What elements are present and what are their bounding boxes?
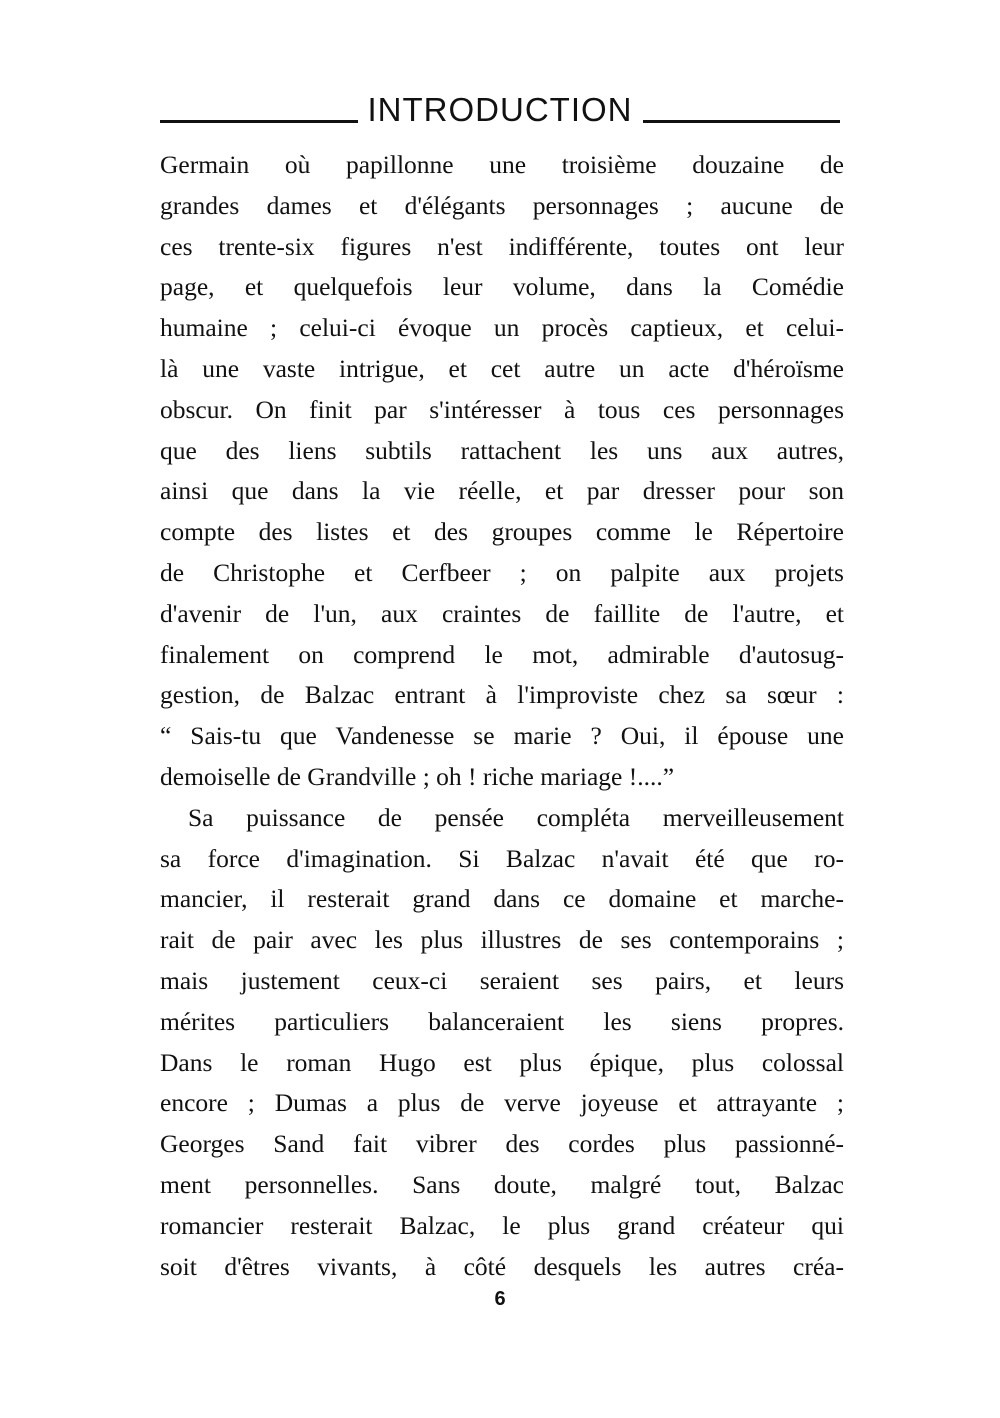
running-header xyxy=(160,88,840,132)
paragraph xyxy=(160,798,844,1288)
text-line: encore ; Dumas a plus de verve joyeuse et attrayante ; xyxy=(160,1088,844,1118)
text-line: là une vaste intrigue, et cet autre un acte d'héroïsme xyxy=(160,353,844,383)
text-line: d'avenir de l'un, aux craintes de faillite de l'autre, et xyxy=(160,598,844,628)
text-line: rait de pair avec les plus illustres de ses contemporains ; xyxy=(160,925,844,955)
running-title: INTRODUCTION xyxy=(367,91,633,128)
text-line: finalement on comprend le mot, admirable d'autosug- xyxy=(160,639,844,669)
header-rule-right xyxy=(643,120,841,123)
text-line: romancier resterait Balzac, le plus grand créateur qui xyxy=(160,1210,844,1240)
text-line: Dans le roman Hugo est plus épique, plus colossal xyxy=(160,1047,844,1077)
text-line: humaine ; celui-ci évoque un procès captieux, et celui- xyxy=(160,313,844,343)
text-line: obscur. On finit par s'intéresser à tous ces personnages xyxy=(160,394,844,424)
text-line: “ Sais-tu que Vandenesse se marie ? Oui, il épouse une xyxy=(160,721,844,751)
text-line: ainsi que dans la vie réelle, et par dresser pour son xyxy=(160,476,844,506)
text-line: de Christophe et Cerfbeer ; on palpite aux projets xyxy=(160,557,844,587)
text-line: ces trente-six figures n'est indifférente, toutes ont leur xyxy=(160,231,844,261)
text-line: demoiselle de Grandville ; oh ! riche mariage !....” xyxy=(160,761,675,791)
text-line: mérites particuliers balanceraient les siens propres. xyxy=(160,1006,844,1036)
text-line: mancier, il resterait grand dans ce domaine et marche- xyxy=(160,884,844,914)
text-line: compte des listes et des groupes comme le Répertoire xyxy=(160,517,844,547)
paragraph xyxy=(160,145,844,798)
text-line: grandes dames et d'élégants personnages ; aucune de xyxy=(160,190,844,220)
text-line: Germain où papillonne une troisième douzaine de xyxy=(160,150,844,179)
text-line: soit d'êtres vivants, à côté desquels les autres créa- xyxy=(160,1251,844,1281)
body-text xyxy=(160,145,844,1287)
text-line: Sa puissance de pensée compléta merveilleusement xyxy=(188,802,844,832)
text-line: Georges Sand fait vibrer des cordes plus passionné- xyxy=(160,1129,844,1159)
text-line: que des liens subtils rattachent les uns aux autres, xyxy=(160,435,844,465)
text-line: sa force d'imagination. Si Balzac n'avait été que ro- xyxy=(160,843,844,873)
text-line: gestion, de Balzac entrant à l'improviste chez sa sœur : xyxy=(160,680,844,710)
page-number: 6 xyxy=(494,1288,506,1310)
text-line: page, et quelquefois leur volume, dans la Comédie xyxy=(160,272,844,302)
text-line: mais justement ceux-ci seraient ses pairs, et leurs xyxy=(160,965,844,995)
header-rule-left xyxy=(160,120,358,123)
text-line: ment personnelles. Sans doute, malgré tout, Balzac xyxy=(160,1169,844,1199)
